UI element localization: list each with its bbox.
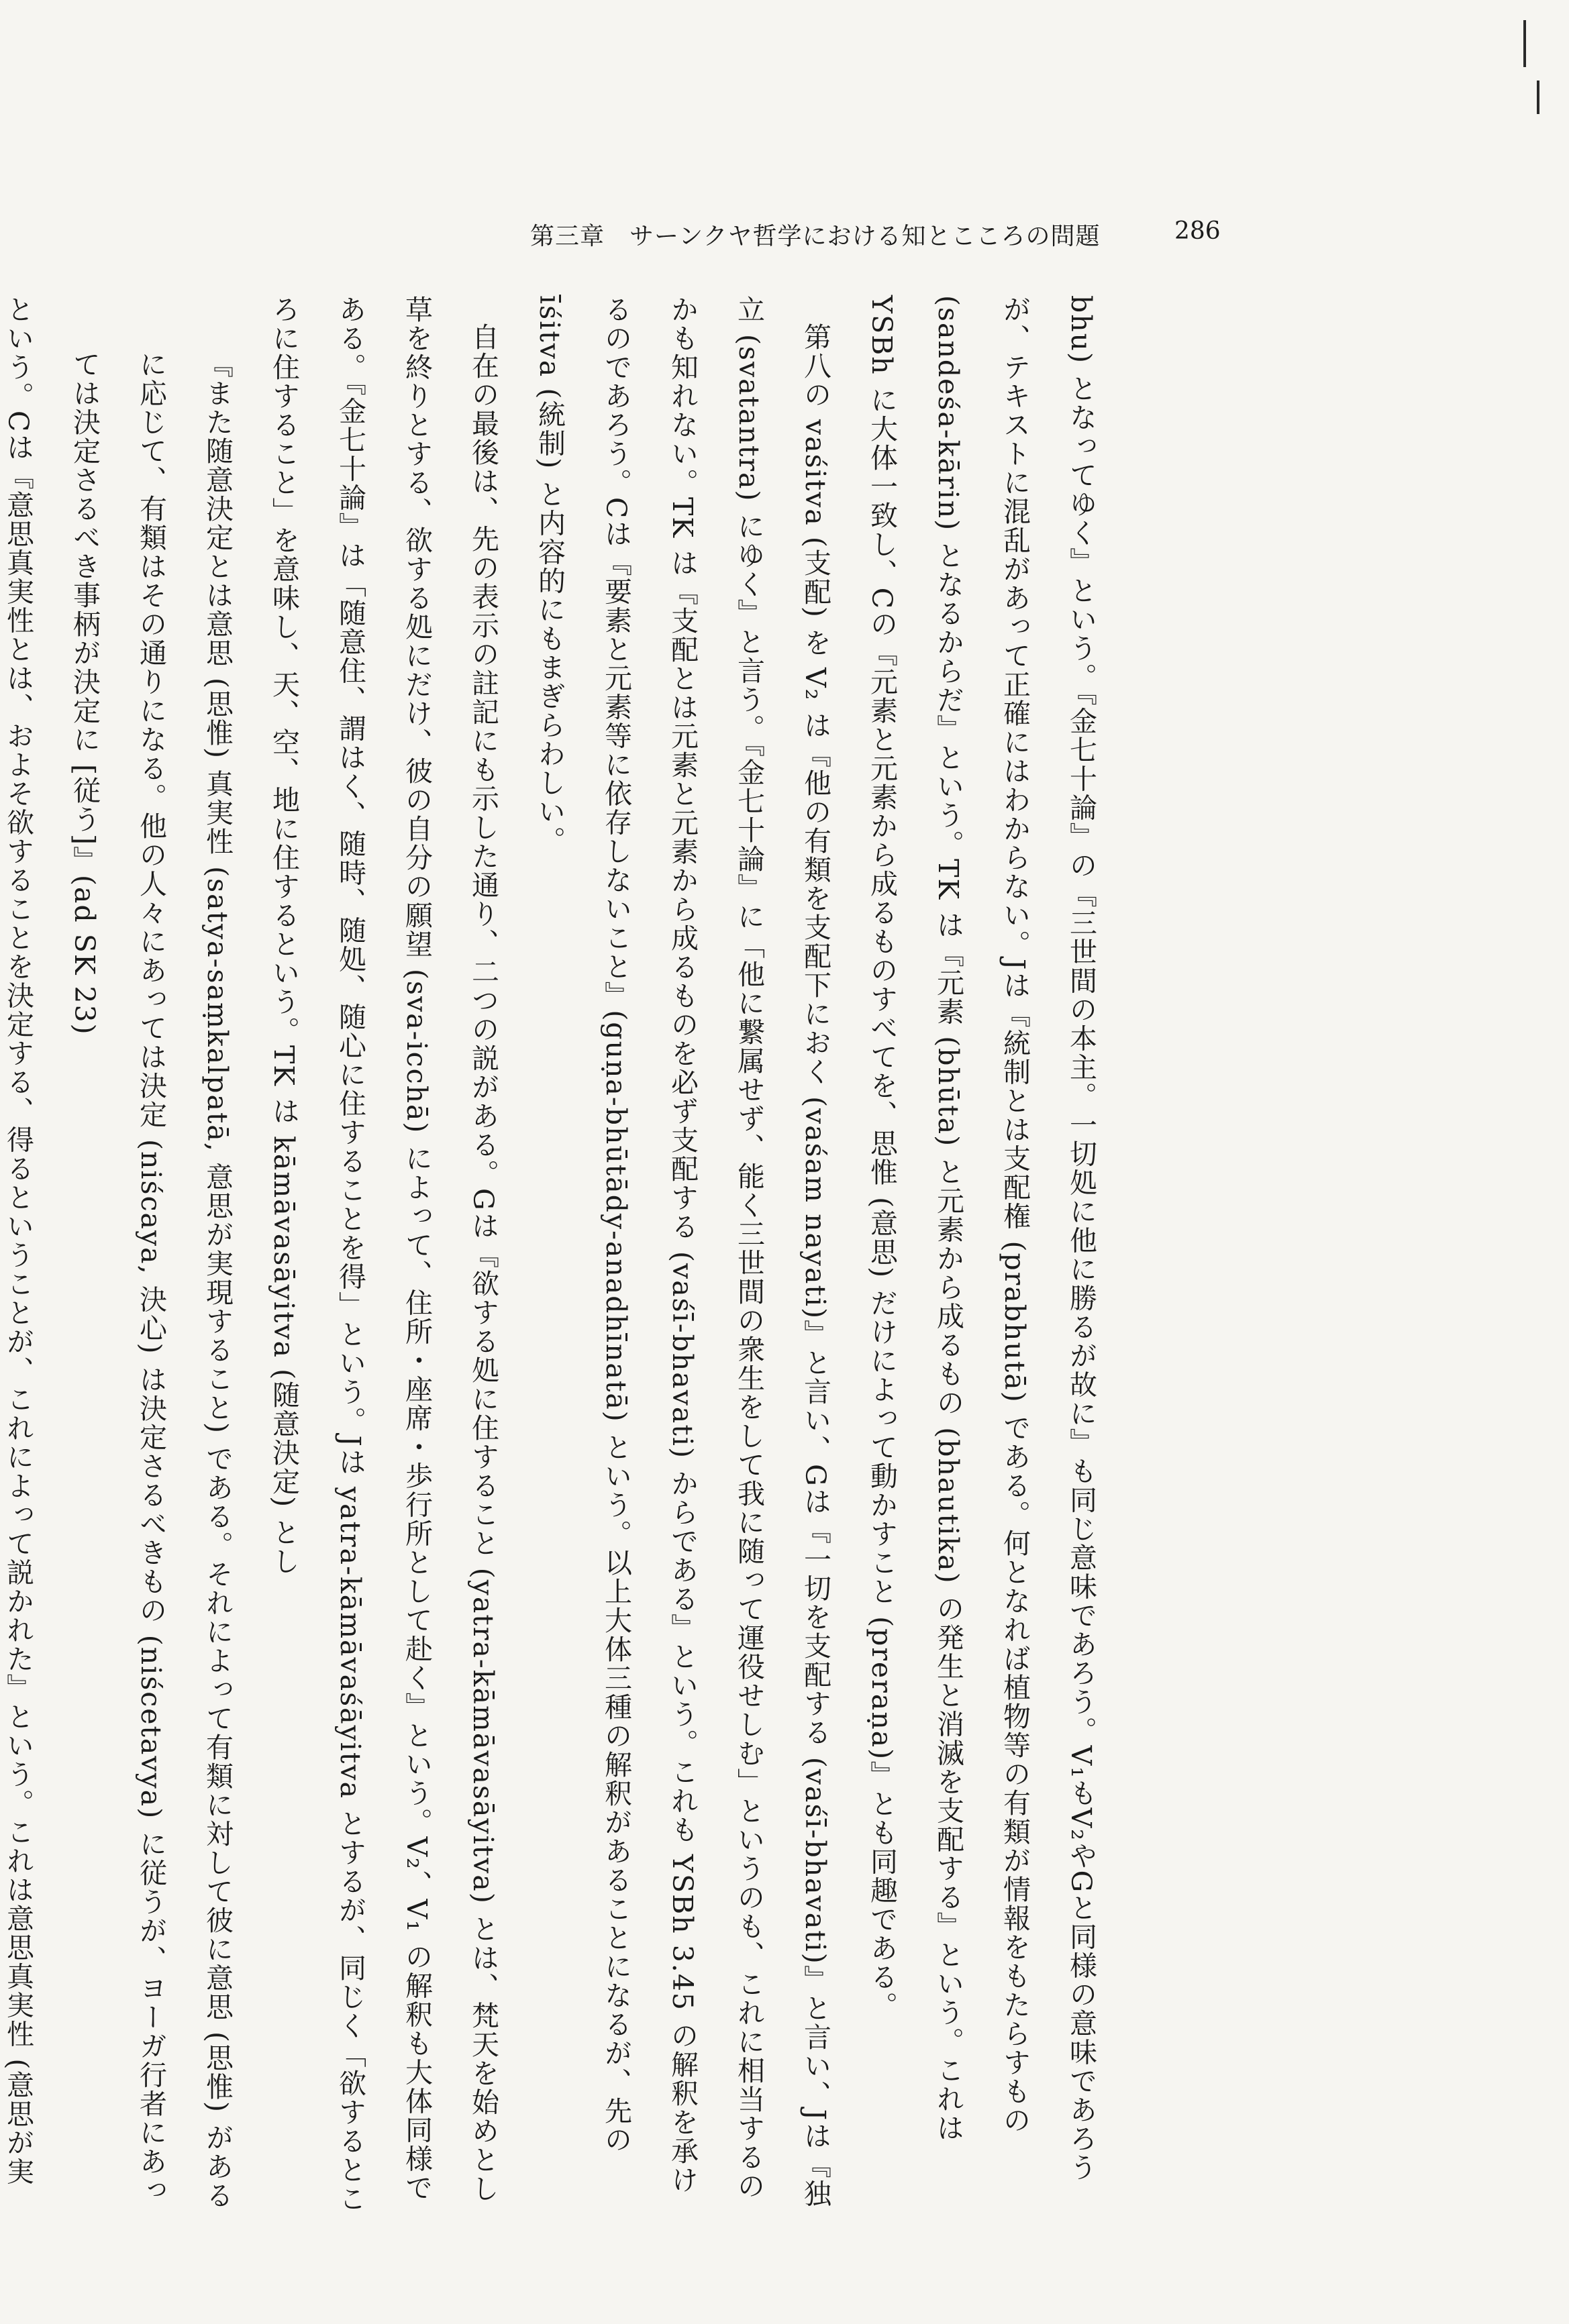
paragraph: 第八の vaśitva (支配) を V₂ は『他の有類を支配下におく (vaśam nayati)』と言い、Gは『一切を支配する (vaśī-bhavati)』と言い、Jは『独立 (svatantra) にゆく』と言う。『金七十論』に「他に繋属せず、能く三世間の衆生をして我に随って運役せしむ」というのも、これに相当するのかも知れない。TK は『支配とは元素と元素から成るものを必ず支配する (vaśī-bhavati) からである』という。これも YSBh 3.45 の解釈を承けるのであろう。Cは『要素と元素等に依存しないこと』(guṇa-bhūtādy-anadhīnatā) という。以上大体三種の解釈があることになるが、先の īśitva (統制) と内容的にもまぎらわしい。	[534, 295, 831, 2209]
paragraph: という。Cは『意思真実性とは、およそ欲することを決定する、得るということが、これによって説かれた』という。これは意思真実性 (意思が実	[2, 295, 34, 2186]
chapter-title: 第三章 サーンクヤ哲学における知とこころの問題	[530, 223, 1101, 250]
running-header	[530, 213, 1221, 254]
vertical-body-text	[2, 295, 1114, 2214]
paragraph: bhu) となってゆく』という。『金七十論』の『三世間の本主。一切処に他に勝るが故に』も同じ意味であろう。V₁もV₂やGと同様の意味であろうが、テキストに混乱があって正確にはわからない。Jは『統制とは支配権 (prabhutā) である。何となれば植物等の有類が情報をもたらすもの (sandeśa-kārin) となるからだ』という。TK は『元素 (bhūta) と元素から成るもの (bhautika) の発生と消滅を支配する』という。これは YSBh に大体一致し、Cの『元素と元素から成るものすべてを、思惟 (意思) だけによって動かすこと (preraṇa)』とも同趣である。	[866, 295, 1097, 2182]
scan-edge-mark	[1523, 20, 1526, 67]
paragraph: 自在の最後は、先の表示の註記にも示した通り、二つの説がある。Gは『欲する処に住すること (yatra-kāmāvasāyitva) とは、梵天を始めとし草を終りとする、欲する処にだけ、彼の自分の願望 (sva-icchā) によって、住所・座席・歩行所として赴く』という。V₂、V₁ の解釈も大体同様である。『金七十論』は「随意住、謂はく、随時、随処、随心に住することを得」という。Jは yatra-kāmāvaśāyitva とするが、同じく「欲するところに住すること」を意味し、天、空、地に住するという。TK は kāmāvasāyitva (随意決定) とし	[268, 295, 499, 2214]
scan-edge-mark	[1537, 81, 1539, 114]
quotation: 『また随意決定とは意思 (思惟) 真実性 (satya-saṃkalpatā, 意思が実現すること) である。それによって有類に対して彼に意思 (思惟) があるに応じて、有類はその通りになる。他の人々にあっては決定 (niścaya, 決心) は決定さるべきもの (niścetavya) に従うが、ヨーガ行者にあっては決定さるべき事柄が決定に [従う]』(ad SK 23)	[68, 350, 234, 2211]
page-number: 286	[1174, 217, 1221, 245]
